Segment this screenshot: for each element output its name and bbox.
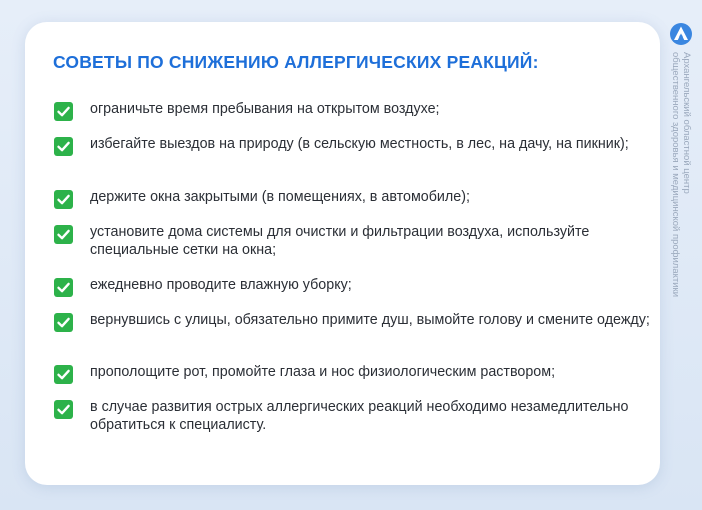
tip-text: в случае развития острых аллергических реакций необходимо незамедлительно обратиться к специалисту.: [90, 399, 629, 433]
organization-name: [670, 52, 692, 297]
tip-text: держите окна закрытыми (в помещениях, в автомобиле);: [90, 189, 470, 205]
tip-text: установите дома системы для очистки и фильтрации воздуха, используйте специальные сетки на окна;: [90, 224, 590, 258]
tip-text: ежедневно проводите влажную уборку;: [90, 277, 352, 293]
check-icon: [54, 102, 73, 121]
check-icon: [54, 313, 73, 332]
check-icon: [54, 137, 73, 156]
check-icon: [54, 400, 73, 419]
check-icon: [54, 365, 73, 384]
organization-line-1: Архангельский областной центр: [681, 52, 692, 194]
tip-text: ограничьте время пребывания на открытом воздухе;: [90, 101, 440, 117]
check-icon: [54, 278, 73, 297]
organization-line-2: общественного здоровья и медицинской профилактики: [670, 52, 681, 298]
logo-icon: [668, 22, 694, 46]
check-icon: [54, 225, 73, 244]
tip-text: избегайте выездов на природу (в сельскую местность, в лес, на дачу, на пикник);: [90, 136, 629, 152]
page-title: СОВЕТЫ ПО СНИЖЕНИЮ АЛЛЕРГИЧЕСКИХ РЕАКЦИЙ:: [53, 52, 539, 72]
check-icon: [54, 190, 73, 209]
tips-card: [25, 22, 660, 485]
tip-text: вернувшись с улицы, обязательно примите душ, вымойте голову и смените одежду;: [90, 312, 650, 328]
tip-text: прополощите рот, промойте глаза и нос физиологическим раствором;: [90, 364, 556, 380]
